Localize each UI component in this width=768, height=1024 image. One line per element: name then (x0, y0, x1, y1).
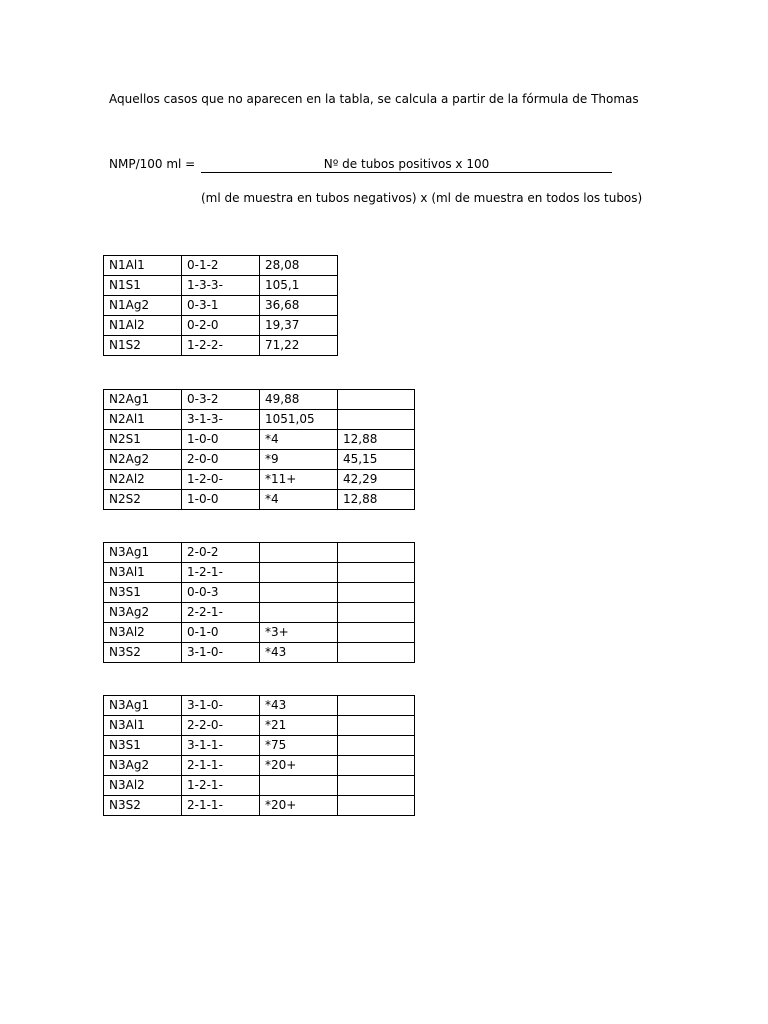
code-cell: 2-0-2 (182, 543, 260, 563)
extra-value-cell (338, 410, 415, 430)
code-cell: 2-1-1- (182, 796, 260, 816)
value-cell: *4 (260, 430, 338, 450)
sample-cell: N3Al2 (104, 776, 182, 796)
results-table-3 (103, 542, 415, 663)
value-cell: *9 (260, 450, 338, 470)
code-cell: 0-3-1 (182, 296, 260, 316)
table-row (104, 276, 338, 296)
sample-cell: N1S2 (104, 336, 182, 356)
sample-cell: N3S1 (104, 583, 182, 603)
results-table-1 (103, 255, 338, 356)
table-row (104, 296, 338, 316)
code-cell: 0-3-2 (182, 390, 260, 410)
results-table-2 (103, 389, 415, 510)
extra-value-cell (338, 563, 415, 583)
sample-cell: N2S1 (104, 430, 182, 450)
formula-denominator: (ml de muestra en tubos negativos) x (ml de muestra en todos los tubos) (201, 191, 643, 205)
table-row (104, 776, 415, 796)
table-row (104, 430, 415, 450)
code-cell: 0-0-3 (182, 583, 260, 603)
table-row (104, 756, 415, 776)
value-cell: 28,08 (260, 256, 338, 276)
code-cell: 2-2-1- (182, 603, 260, 623)
table-row (104, 643, 415, 663)
code-cell: 2-2-0- (182, 716, 260, 736)
sample-cell: N3S1 (104, 736, 182, 756)
formula-label: NMP/100 ml = (109, 157, 196, 171)
sample-cell: N3Ag2 (104, 603, 182, 623)
sample-cell: N3S2 (104, 796, 182, 816)
value-cell: *21 (260, 716, 338, 736)
sample-cell: N3Al1 (104, 716, 182, 736)
table-row (104, 470, 415, 490)
value-cell (260, 563, 338, 583)
code-cell: 2-1-1- (182, 756, 260, 776)
extra-value-cell (338, 603, 415, 623)
value-cell: *20+ (260, 756, 338, 776)
extra-value-cell: 12,88 (338, 430, 415, 450)
sample-cell: N3Al1 (104, 563, 182, 583)
extra-value-cell (338, 736, 415, 756)
sample-cell: N3Al2 (104, 623, 182, 643)
extra-value-cell (338, 643, 415, 663)
code-cell: 3-1-0- (182, 696, 260, 716)
table-row (104, 390, 415, 410)
sample-cell: N2S2 (104, 490, 182, 510)
extra-value-cell: 45,15 (338, 450, 415, 470)
code-cell: 0-1-2 (182, 256, 260, 276)
table-row (104, 623, 415, 643)
value-cell (260, 776, 338, 796)
code-cell: 1-2-1- (182, 776, 260, 796)
extra-value-cell (338, 696, 415, 716)
value-cell: *3+ (260, 623, 338, 643)
code-cell: 3-1-0- (182, 643, 260, 663)
extra-value-cell: 42,29 (338, 470, 415, 490)
code-cell: 1-2-1- (182, 563, 260, 583)
sample-cell: N3S2 (104, 643, 182, 663)
table-row (104, 796, 415, 816)
value-cell: 36,68 (260, 296, 338, 316)
code-cell: 3-1-3- (182, 410, 260, 430)
sample-cell: N3Ag1 (104, 543, 182, 563)
code-cell: 1-2-0- (182, 470, 260, 490)
sample-cell: N1Al1 (104, 256, 182, 276)
code-cell: 1-0-0 (182, 490, 260, 510)
table-row (104, 736, 415, 756)
formula-numerator: Nº de tubos positivos x 100 (201, 157, 612, 173)
code-cell: 3-1-1- (182, 736, 260, 756)
sample-cell: N1Al2 (104, 316, 182, 336)
sample-cell: N2Al2 (104, 470, 182, 490)
value-cell: *20+ (260, 796, 338, 816)
code-cell: 0-2-0 (182, 316, 260, 336)
sample-cell: N2Ag2 (104, 450, 182, 470)
table-row (104, 336, 338, 356)
extra-value-cell (338, 543, 415, 563)
table-row (104, 563, 415, 583)
value-cell: 71,22 (260, 336, 338, 356)
table-row (104, 256, 338, 276)
value-cell (260, 603, 338, 623)
sample-cell: N2Ag1 (104, 390, 182, 410)
value-cell: *75 (260, 736, 338, 756)
code-cell: 1-0-0 (182, 430, 260, 450)
code-cell: 1-3-3- (182, 276, 260, 296)
results-table-4 (103, 695, 415, 816)
intro-text: Aquellos casos que no aparecen en la tabla, se calcula a partir de la fórmula de Thomas (109, 92, 639, 106)
table-row (104, 316, 338, 336)
value-cell: *43 (260, 696, 338, 716)
value-cell (260, 543, 338, 563)
value-cell (260, 583, 338, 603)
extra-value-cell: 12,88 (338, 490, 415, 510)
extra-value-cell (338, 583, 415, 603)
code-cell: 2-0-0 (182, 450, 260, 470)
extra-value-cell (338, 796, 415, 816)
table-row (104, 696, 415, 716)
table-row (104, 543, 415, 563)
value-cell: 49,88 (260, 390, 338, 410)
code-cell: 1-2-2- (182, 336, 260, 356)
sample-cell: N1Ag2 (104, 296, 182, 316)
extra-value-cell (338, 716, 415, 736)
value-cell: 1051,05 (260, 410, 338, 430)
extra-value-cell (338, 756, 415, 776)
extra-value-cell (338, 623, 415, 643)
sample-cell: N3Ag2 (104, 756, 182, 776)
table-row (104, 716, 415, 736)
table-row (104, 450, 415, 470)
table-row (104, 603, 415, 623)
value-cell: *11+ (260, 470, 338, 490)
value-cell: *43 (260, 643, 338, 663)
table-row (104, 490, 415, 510)
table-row (104, 583, 415, 603)
value-cell: 105,1 (260, 276, 338, 296)
extra-value-cell (338, 390, 415, 410)
table-row (104, 410, 415, 430)
code-cell: 0-1-0 (182, 623, 260, 643)
sample-cell: N2Al1 (104, 410, 182, 430)
value-cell: *4 (260, 490, 338, 510)
value-cell: 19,37 (260, 316, 338, 336)
sample-cell: N1S1 (104, 276, 182, 296)
extra-value-cell (338, 776, 415, 796)
sample-cell: N3Ag1 (104, 696, 182, 716)
